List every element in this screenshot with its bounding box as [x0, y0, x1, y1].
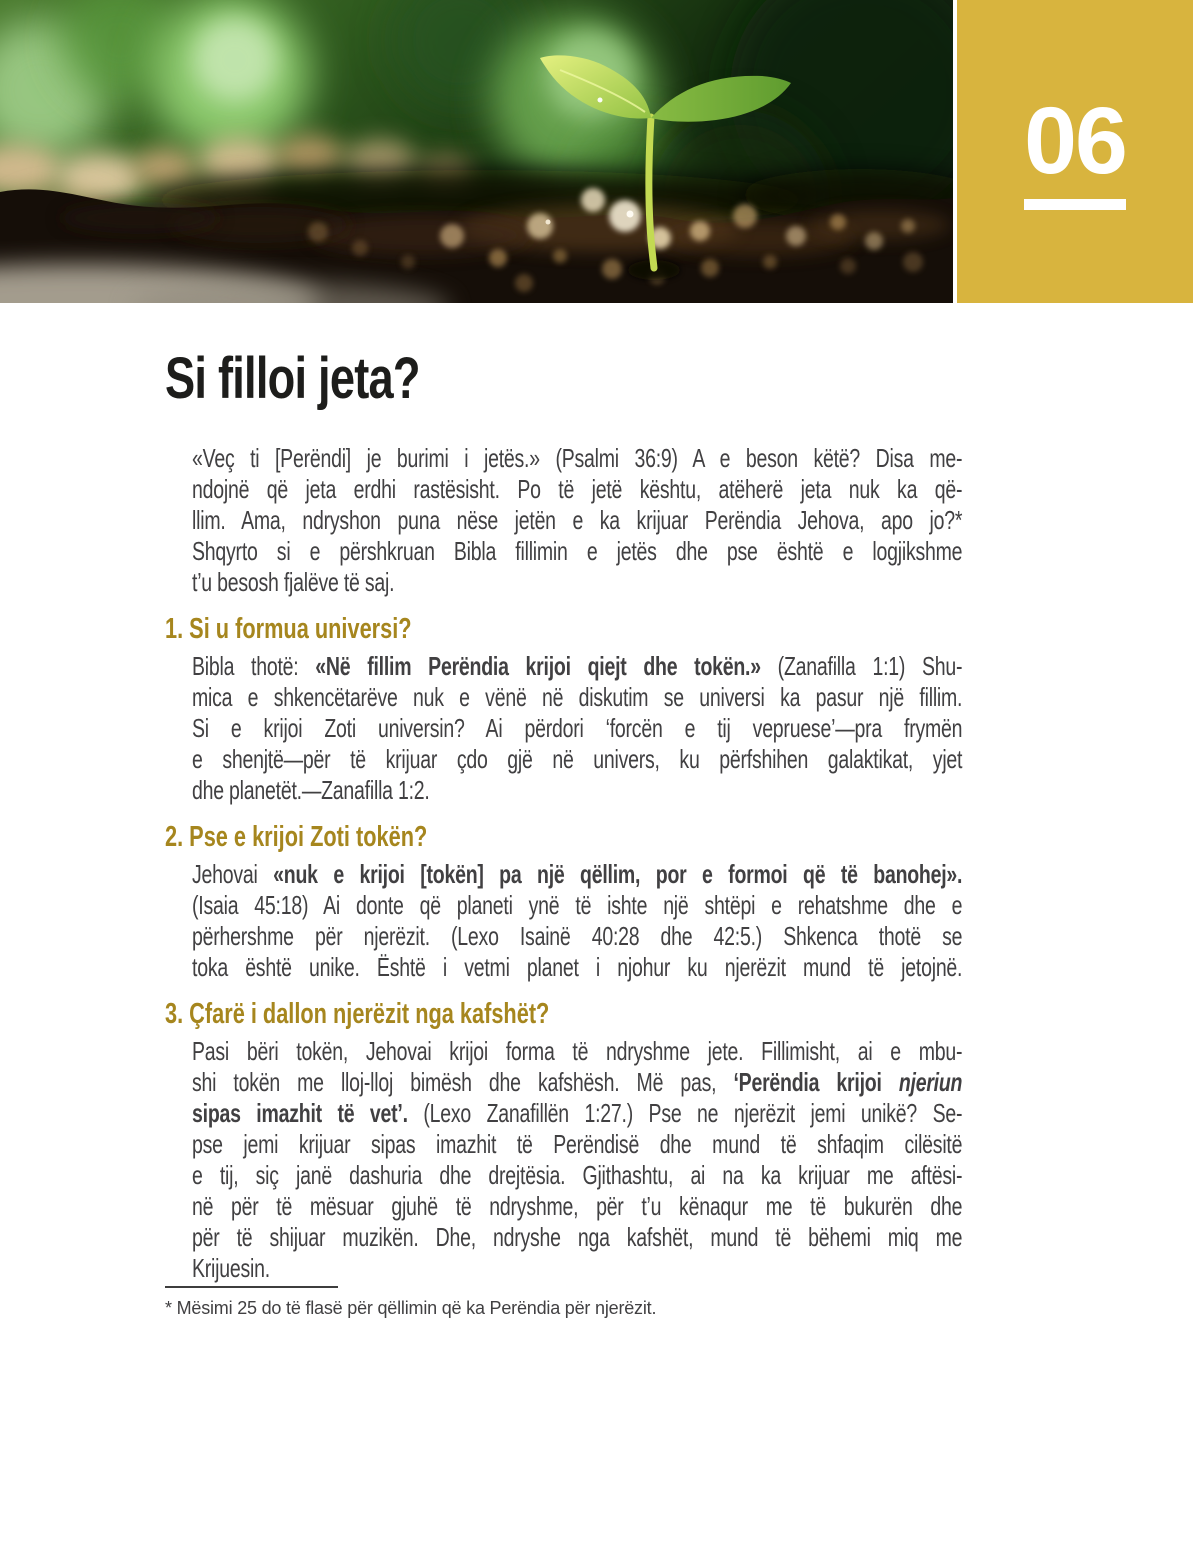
bold-text: sipas imazhit të vet’. [192, 1098, 408, 1128]
lesson-number-badge [957, 0, 1193, 303]
text-line: «Veç ti [Perëndi] je burimi i jetës.» (Psalmi 36:9) A e beson këtë? Disa me- [192, 443, 963, 473]
text-line: pse jemi krijuar sipas imazhit të Perëndisë dhe mund të shfaqim cilësitë [192, 1129, 963, 1159]
text-line: (Isaia 45:18) Ai donte që planeti ynë të ishte një shtëpi e rehatshme dhe e [192, 890, 963, 920]
badge-underline [1024, 199, 1126, 210]
intro-paragraph [192, 443, 962, 598]
text-line: Shqyrto si e përshkruan Bibla fillimin e jetës dhe pse është e logjikshme [192, 536, 963, 566]
section-2 [0, 819, 1200, 983]
text-line: shi tokën me lloj-lloj bimësh dhe kafshësh. Më pas, ‘Perëndia krijoi njeriun [192, 1067, 963, 1097]
article-body [0, 346, 1200, 1320]
text-line: toka është unike. Është i vetmi planet i njohur ku njerëzit mund të jetojnë. [192, 952, 963, 982]
text-line: e tij, siç janë dashuria dhe drejtësia. Gjithashtu, ai na ka krijuar me aftësi- [192, 1160, 963, 1190]
section-1 [0, 611, 1200, 806]
section-heading: 3. Çfarë i dallon njerëzit nga kafshët? [165, 998, 550, 1030]
section-paragraph [192, 651, 962, 806]
text-line: t’u besosh fjalëve të saj. [192, 567, 395, 597]
seedling-photo-illustration [0, 0, 953, 303]
bold-text: «Në fillim Perëndia krijoi qiejt dhe tokën.» [315, 651, 761, 681]
text-line: llim. Ama, ndryshon puna nëse jetën e ka krijuar Perëndia Jehova, apo jo?* [192, 505, 963, 535]
sections-container [0, 611, 1200, 1284]
header-photo [0, 0, 953, 303]
bold-text: ‘Perëndia krijoi [733, 1067, 899, 1097]
text-line: ndojnë që jeta erdhi rastësisht. Po të jetë kështu, atëherë jeta nuk ka që- [192, 474, 963, 504]
text-line: e shenjtë—për të krijuar çdo gjë në univers, ku përfshihen galaktikat, yjet [192, 744, 963, 774]
page-header [0, 0, 1200, 303]
section-paragraph [192, 859, 962, 983]
text-line: për të shijuar muzikën. Dhe, ndryshe nga kafshët, mund të bëhemi miq me [192, 1222, 963, 1252]
text-line: mica e shkencëtarëve nuk e vënë në diskutim se universi ka pasur një fillim. [192, 682, 963, 712]
text-line: Krijuesin. [192, 1253, 270, 1283]
section-heading: 1. Si u formua universi? [165, 613, 412, 645]
text-line: Pasi bëri tokën, Jehovai krijoi forma të ndryshme jete. Fillimisht, ai e mbu- [192, 1036, 963, 1066]
footnote: * Mësimi 25 do të flasë për qëllimin që ka Perëndia për njerëzit. [165, 1298, 657, 1318]
page-title: Si filloi jeta? [165, 346, 420, 411]
text-line: në për të mësuar gjuhë të ndryshme, për t’u kënaqur me të bukurën dhe [192, 1191, 963, 1221]
text-line: dhe planetët.—Zanafilla 1:2. [192, 775, 430, 805]
lesson-number: 06 [1024, 87, 1126, 194]
section-heading: 2. Pse e krijoi Zoti tokën? [165, 821, 428, 853]
text-line: Si e krijoi Zoti universin? Ai përdori ‘forcën e tij vepruese’—pra frymën [192, 713, 963, 743]
text-line: përhershme për njerëzit. (Lexo Isainë 40:28 dhe 42:5.) Shkenca thotë se [192, 921, 963, 951]
footnote-divider [165, 1286, 338, 1288]
bold-italic-text: njeriun [898, 1067, 963, 1097]
section-3 [0, 996, 1200, 1284]
text-line: sipas imazhit të vet’. (Lexo Zanafillën 1:27.) Pse ne njerëzit jemi unikë? Se- [192, 1098, 963, 1128]
text-line: Jehovai «nuk e krijoi [tokën] pa një qëllim, por e formoi që të banohej». [192, 859, 963, 889]
bold-text: «nuk e krijoi [tokën] pa një qëllim, por e formoi që të banohej». [273, 859, 963, 889]
section-paragraph [192, 1036, 962, 1284]
text-line: Bibla thotë: «Në fillim Perëndia krijoi qiejt dhe tokën.» (Zanafilla 1:1) Shu- [192, 651, 963, 681]
